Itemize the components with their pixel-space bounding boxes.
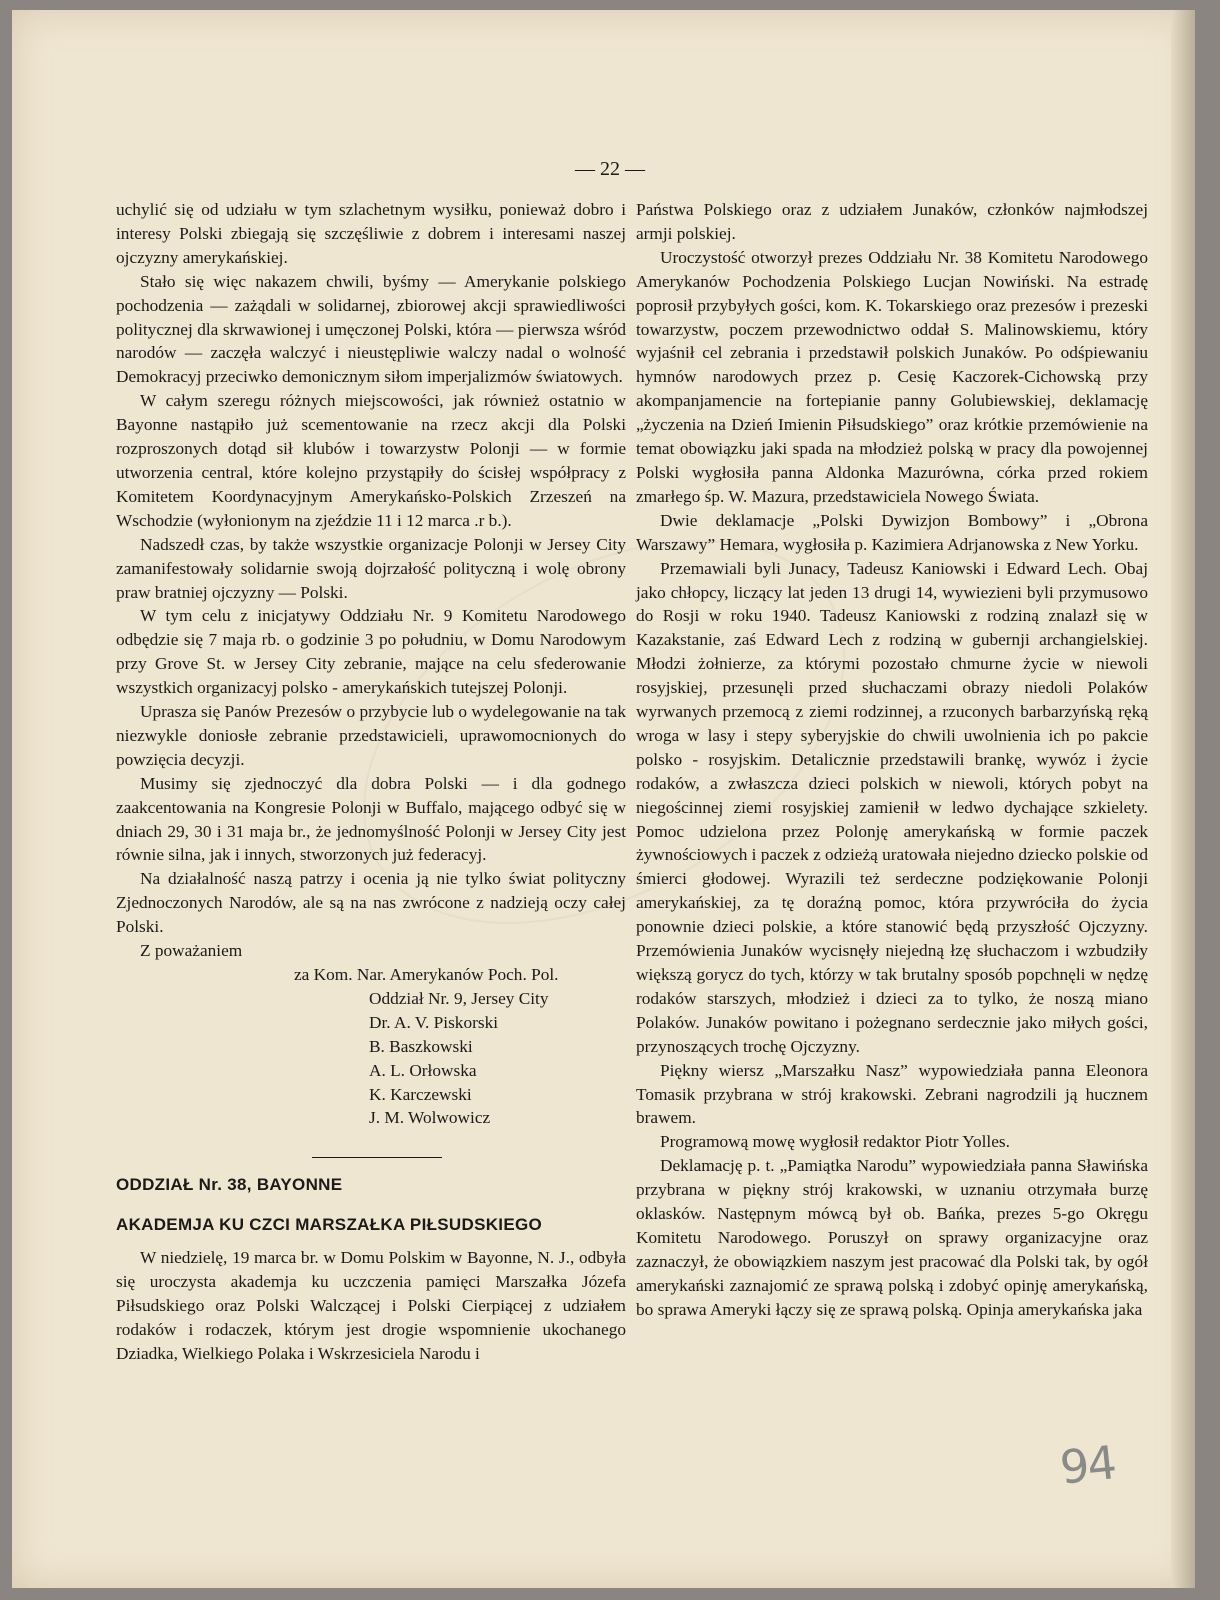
signature-line: J. M. Wolwowicz xyxy=(369,1108,491,1128)
paragraph: Dwie deklamacje „Polski Dywizjon Bombowy” i „Obrona Warszawy” Hemara, wygłosiła p. Kazimiera Adrjanowska z New Yorku. xyxy=(636,510,1148,554)
right-column xyxy=(636,198,1148,1322)
paragraph: uchylić się od udziału w tym szlachetnym wysiłku, ponieważ dobro i interesy Polski zbiegają się szczęśliwie z dobrem i interesami naszej ojczyzny amerykańskiej. xyxy=(116,200,626,267)
article-title: AKADEMJA KU CZCI MARSZAŁKA PIŁSUDSKIEGO xyxy=(116,1215,542,1235)
paragraph: Państwa Polskiego oraz z udziałem Junaków, członków najmłodszej armji polskiej. xyxy=(636,200,1148,243)
paragraph: Stało się więc nakazem chwili, byśmy — Amerykanie polskiego pochodzenia — zażądali w solidarnej, zbiorowej akcji sprawiedliwości politycznej dla skrwawionej i umęczonej Polski, która — pierwsza wśród narodów — zaczęła walczyć i nieustępliwie walczy nadal o wolność Demokracyj przeciwko demonicznym siłom imperjalizmów światowych. xyxy=(116,271,626,387)
page-spine xyxy=(1171,10,1195,1588)
left-column xyxy=(116,198,626,1366)
paragraph: W tym celu z inicjatywy Oddziału Nr. 9 Komitetu Narodowego odbędzie się 7 maja rb. o godzinie 3 po południu, w Domu Narodowym przy Grove St. w Jersey City zebranie, mające na celu sfederowanie wszystkich organizacyj polsko - amerykańskich tutejszej Polonji. xyxy=(116,606,626,698)
signature-line: B. Baszkowski xyxy=(369,1036,473,1056)
paragraph: Nadszedł czas, by także wszystkie organizacje Polonji w Jersey City zamanifestowały solidarnie swoją dojrzałość polityczną i wolę obrony praw bratniej ojczyzny — Polski. xyxy=(116,534,626,602)
paragraph: Uroczystość otworzył prezes Oddziału Nr. 38 Komitetu Narodowego Amerykanów Pochodzenia Polskiego Lucjan Nowiński. Na estradę poprosił przybyłych gości, kom. K. Tokarskiego oraz prezesów i prezeski towarzystw, poczem przewodnictwo oddał S. Malinowskiemu, który wyjaśnił cel zebrania i przedstawił polskich Junaków. Po odśpiewaniu hymnów narodowych przez p. Cesię Kaczorek-Cichowską przy akompanjamencie na fortepianie panny Golubiewskiej, deklamację „życzenia na Dzień Imienin Piłsudskiego” oraz krótkie przemówienie na temat obowiązku jaki spada na młodzież polską w pracy dla powojennej Polski wygłosiła panna Aldonka Mazurówna, córka przed rokiem zmarłego śp. W. Mazura, przedstawiciela Nowego Świata. xyxy=(636,247,1148,506)
section-heading: ODDZIAŁ Nr. 38, BAYONNE xyxy=(116,1175,343,1195)
signature-line: A. L. Orłowska xyxy=(369,1060,477,1080)
paragraph: Na działalność naszą patrzy i ocenia ją nie tylko świat polityczny Zjednoczonych Narodów, ale są na nas zwrócone z nadzieją oczy całej Polski. xyxy=(116,869,626,937)
handwritten-page-note: 94 xyxy=(1057,1435,1118,1495)
signature-block xyxy=(116,963,626,1130)
section-divider xyxy=(312,1157,442,1158)
paragraph: Deklamację p. t. „Pamiątka Narodu” wypowiedziała panna Sławińska przybrana w piękny strój krakowski, w uznaniu otrzymała burzę oklasków. Następnym mówcą był ob. Bańka, prezes 5-go Okręgu Komitetu Narodowego. Poruszył on sprawy organizacyjne oraz zaznaczył, że obowiązkiem naszym jest pracować dla Polski tak, by ogół amerykański zaznajomić ze sprawą polską i zdobyć opinję amerykańską, bo sprawa Ameryki łączy się ze sprawą polską. Opinja amerykańska jaka xyxy=(636,1156,1148,1319)
page-number: — 22 — xyxy=(575,158,645,180)
signature-line: Oddział Nr. 9, Jersey City xyxy=(369,988,549,1008)
signature-line: za Kom. Nar. Amerykanów Poch. Pol. xyxy=(294,965,559,984)
paragraph: Piękny wiersz „Marszałku Nasz” wypowiedziała panna Eleonora Tomasik przybrana w strój krakowski. Zebrani nagrodzili ją hucznem brawem. xyxy=(636,1060,1148,1128)
paragraph: Musimy się zjednoczyć dla dobra Polski — i dla godnego zaakcentowania na Kongresie Polonji w Buffalo, mającego odbyć się w dniach 29, 30 i 31 maja br., że jednomyślność Polonji w Jersey City jest równie silna, jak i innych, stworzonych już federacyj. xyxy=(116,773,626,865)
paragraph: W całym szeregu różnych miejscowości, jak również ostatnio w Bayonne nastąpiło już scementowanie na rzecz akcji dla Polski rozproszonych dotąd sił klubów i towarzystw Polonji — w formie utworzenia central, które kolejno przystąpiły do ścisłej współpracy z Komitetem Koordynacyjnym Amerykańsko-Polskich Zrzeszeń na Wschodzie (wyłonionym na zjeździe 11 i 12 marca .r b.). xyxy=(116,391,626,530)
signature-line: K. Karczewski xyxy=(369,1084,472,1104)
paragraph: Uprasza się Panów Prezesów o przybycie lub o wydelegowanie na tak niezwykle doniosłe zebranie przedstawicieli, uprawomocnionych do powzięcia decyzji. xyxy=(116,702,626,769)
paragraph: Przemawiali byli Junacy, Tadeusz Kaniowski i Edward Lech. Obaj jako chłopcy, liczący lat jeden 13 drugi 14, wywiezieni byli przymusowo do Rosji w roku 1940. Tadeusz Kaniowski z rodziną znalazł się w Kazakstanie, zaś Edward Lech z rodziną w gubernji archangielskiej. Młodzi żołnierze, za którymi pozostało chmurne życie w niewoli rosyjskiej, przesunęli przed słuchaczami obrazy niedoli Polaków wyrwanych przemocą z ziemi rodzinnej, a rzuconych barbarzyńską ręką wroga w lasy i stepy syberyjskie do chwili uwolnienia ich po pakcie polsko - rosyjskim. Detalicznie przedstawili brankę, wywóz i życie rodaków, a zwłaszcza dzieci polskich w niewoli, których pobyt na niegościnnej ziemi rosyjskiej zamienił w ledwo dychające szkielety. Pomoc udzielona przez Polonję amerykańską w formie paczek żywnościowych i paczek z odzieżą uratowała niejedno dziecko polskie od śmierci głodowej. Wyrazili też serdeczne podziękowanie Polonji amerykańskiej, za tę doraźną pomoc, która przywróciła do życia ponownie dzieci polskie, a które stanowić będą przyszłość Ojczyzny. Przemówienia Junaków wycisnęły niejedną łzę słuchaczom i wzbudziły większą gorycz do tych, którzy w tak brutalny sposób popchnęli w nędzę rodaków starszych, młodzież i dzieci za to tylko, że noszą miano Polaków. Junaków powitano i pożegnano serdecznie jako miłych gości, przynoszących trochę Ojczyzny. xyxy=(636,558,1148,1056)
signature-line: Dr. A. V. Piskorski xyxy=(369,1012,499,1032)
paragraph: W niedzielę, 19 marca br. w Domu Polskim w Bayonne, N. J., odbyła się uroczysta akademja ku uczczenia pamięci Marszałka Józefa Piłsudskiego oraz Polski Walczącej i Polski Cierpiącej z udziałem rodaków i rodaczek, którym jest drogie wspomnienie ukochanego Dziadka, Wielkiego Polaka i Wskrzesiciela Narodu i xyxy=(116,1248,626,1363)
paragraph: Programową mowę wygłosił redaktor Piotr Yolles. xyxy=(660,1132,1010,1152)
closing-salutation: Z poważaniem xyxy=(140,941,243,961)
